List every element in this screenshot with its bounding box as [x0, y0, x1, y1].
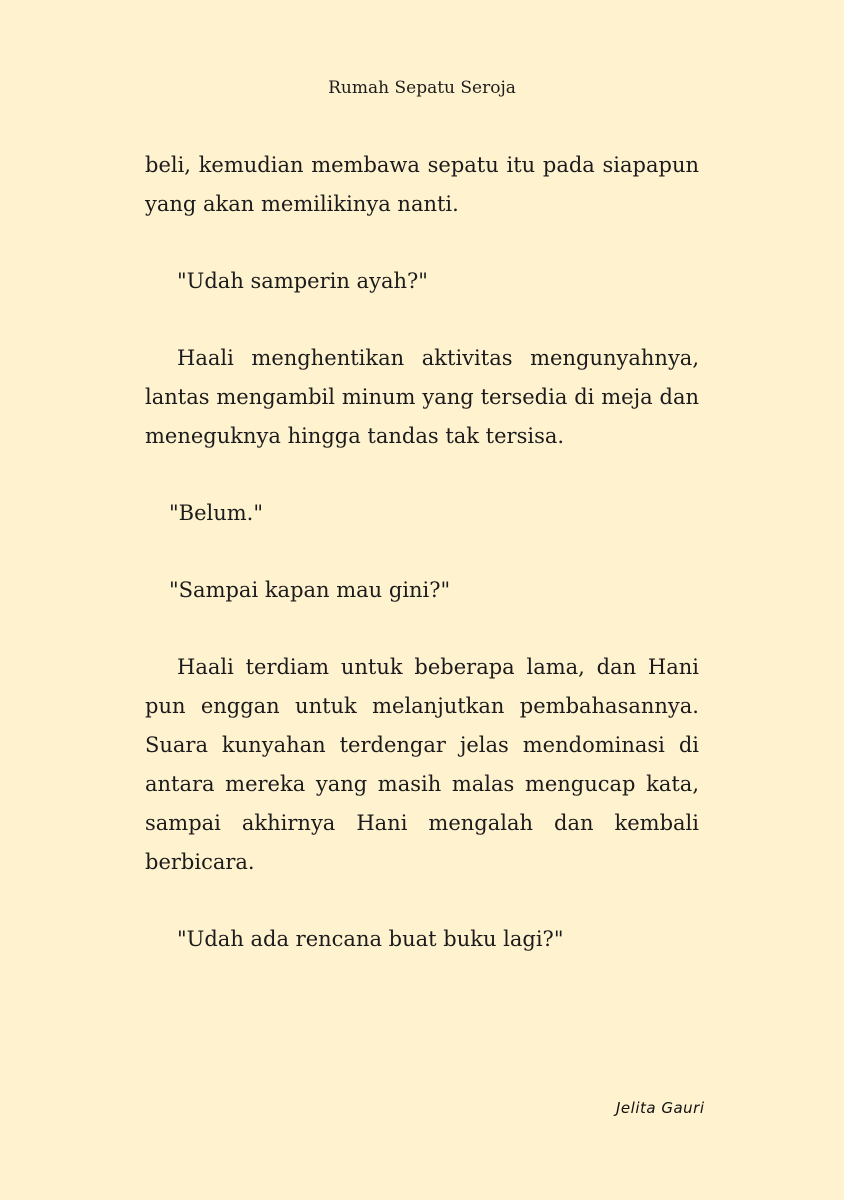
paragraph-gap — [145, 610, 699, 648]
page-body — [145, 146, 699, 959]
paragraph-6: Haali terdiam untuk beberapa lama, dan Hani pun enggan untuk melanjutkan pembahasannya. Suara kunyahan terdengar jelas mendominasi di antara mereka yang masih malas mengucap kata, sampai akhirnya Hani mengalah dan kembali berbicara. — [145, 655, 699, 874]
paragraph-3: Haali menghentikan aktivitas mengunyahnya, lantas mengambil minum yang tersedia di meja dan meneguknya hingga tandas tak tersisa. — [145, 346, 699, 448]
paragraph-gap — [145, 301, 699, 339]
paragraph-gap — [145, 533, 699, 571]
paragraph-1: beli, kemudian membawa sepatu itu pada siapapun yang akan memilikinya nanti. — [145, 153, 699, 216]
paragraph-gap — [145, 456, 699, 494]
paragraph-gap — [145, 224, 699, 262]
paragraph-gap — [145, 882, 699, 920]
paragraph-5: "Sampai kapan mau gini?" — [169, 578, 451, 602]
paragraph-2: "Udah samperin ayah?" — [177, 269, 428, 293]
running-header-title: Rumah Sepatu Seroja — [328, 78, 516, 98]
paragraph-4: "Belum." — [169, 501, 264, 525]
paragraph-7: "Udah ada rencana buat buku lagi?" — [177, 927, 564, 951]
author-signature: Jelita Gauri — [616, 1099, 705, 1117]
